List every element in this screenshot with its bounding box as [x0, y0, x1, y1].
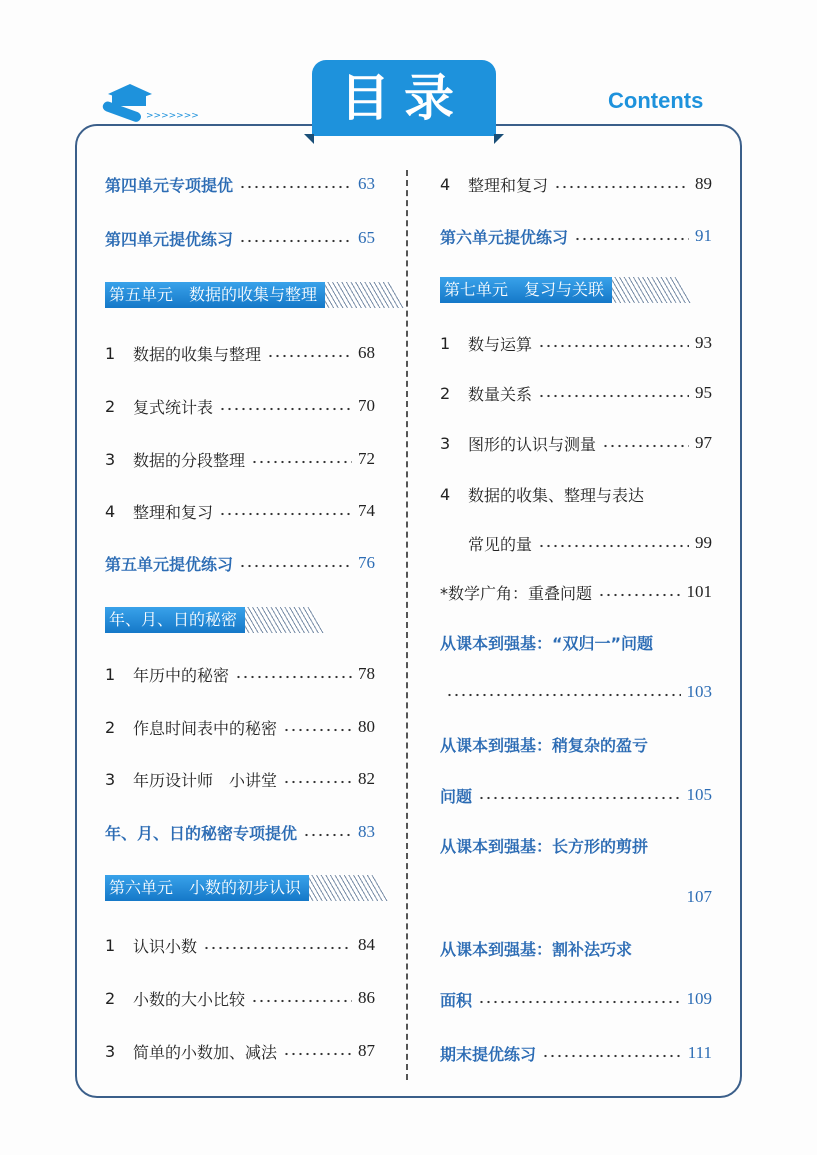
entry-title: 第六单元提优练习: [440, 227, 569, 247]
entry-page: 86: [358, 988, 375, 1007]
entry-title: 问题: [440, 786, 473, 806]
dot-leader: [478, 796, 680, 800]
entry-page: 91: [695, 226, 712, 245]
dot-leader: [478, 1000, 680, 1004]
dot-leader: [239, 185, 352, 189]
dot-leader: [283, 1052, 352, 1056]
entry-number: 1: [440, 333, 451, 353]
banner-hatch: [612, 277, 692, 303]
page-title: 目录: [312, 60, 496, 136]
toc-entry[interactable]: [105, 715, 375, 739]
entry-title: 整理和复习: [468, 175, 549, 195]
entry-page: 87: [358, 1041, 375, 1060]
toc-entry[interactable]: [440, 381, 712, 405]
entry-page: 63: [358, 174, 375, 193]
section-title: 第五单元 数据的收集与整理: [105, 282, 325, 308]
entry-title: 常见的量: [468, 534, 533, 554]
dot-leader: [446, 693, 681, 697]
entry-number: 3: [105, 769, 116, 789]
entry-title: 第四单元提优练习: [105, 229, 234, 249]
toc-entry[interactable]: [440, 936, 712, 960]
entry-page: 83: [358, 822, 375, 841]
section-banner: [105, 282, 405, 308]
entry-page: 99: [695, 533, 712, 552]
entry-title: 数据的分段整理: [133, 450, 246, 470]
entry-number: 1: [105, 664, 116, 684]
entry-number: 4: [105, 501, 116, 521]
section-title: 第七单元 复习与关联: [440, 277, 612, 303]
entry-page: 78: [358, 664, 375, 683]
entry-page: 76: [358, 553, 375, 572]
toc-entry[interactable]: [440, 531, 712, 555]
banner-hatch: [325, 282, 405, 308]
toc-entry[interactable]: [440, 987, 712, 1011]
entry-title: 作息时间表中的秘密: [133, 718, 278, 738]
toc-entry[interactable]: [105, 767, 375, 791]
entry-title: 图形的认识与测量: [468, 434, 597, 454]
dot-leader: [235, 675, 352, 679]
column-divider: [406, 170, 408, 1080]
entry-title: 第五单元提优练习: [105, 554, 234, 574]
toc-entry[interactable]: [440, 331, 712, 355]
toc-entry[interactable]: [105, 986, 375, 1010]
entry-title: 数与运算: [468, 334, 533, 354]
entry-title: 整理和复习: [133, 502, 214, 522]
toc-entry[interactable]: [440, 580, 712, 604]
entry-page: 80: [358, 717, 375, 736]
svg-text:>>>>>>>: >>>>>>>: [146, 111, 199, 121]
dot-leader: [283, 780, 352, 784]
banner-hatch: [245, 607, 325, 633]
entry-number: 4: [440, 484, 451, 504]
toc-entry[interactable]: [105, 499, 375, 523]
entry-number: 1: [105, 935, 116, 955]
section-title: 年、月、日的秘密: [105, 607, 245, 633]
dot-leader: [251, 999, 352, 1003]
toc-entry[interactable]: [440, 482, 712, 506]
entry-page: 65: [358, 228, 375, 247]
entry-title: 第四单元专项提优: [105, 175, 234, 195]
entry-title: *数学广角：重叠问题: [440, 583, 593, 603]
dot-leader: [574, 237, 689, 241]
entry-number: 4: [440, 174, 451, 194]
dot-leader: [538, 394, 689, 398]
entry-title: 数据的收集、整理与表达: [468, 485, 645, 505]
section-banner: [105, 607, 325, 633]
entry-title: 数据的收集与整理: [133, 344, 262, 364]
dot-leader: [554, 185, 689, 189]
entry-page: 111: [687, 1043, 712, 1062]
entry-title: 年历中的秘密: [133, 665, 230, 685]
entry-page: 93: [695, 333, 712, 352]
entry-title: 年、月、日的秘密专项提优: [105, 823, 298, 843]
toc-entry[interactable]: [105, 341, 375, 365]
dot-leader: [538, 344, 689, 348]
entry-number: 3: [105, 1041, 116, 1061]
entry-page: 82: [358, 769, 375, 788]
toc-entry[interactable]: [440, 885, 712, 909]
entry-page: 72: [358, 449, 375, 468]
banner-hatch: [309, 875, 389, 901]
entry-title: 从课本到强基：稍复杂的盈亏: [440, 735, 649, 755]
section-banner: [440, 277, 692, 303]
toc-entry[interactable]: [440, 833, 712, 857]
entry-title: 数量关系: [468, 384, 533, 404]
toc-entry[interactable]: [440, 1041, 712, 1065]
entry-page: 89: [695, 174, 712, 193]
toc-entry[interactable]: [440, 732, 712, 756]
entry-number: 3: [440, 433, 451, 453]
dot-leader: [251, 460, 352, 464]
toc-entry[interactable]: [105, 820, 375, 844]
dot-leader: [283, 728, 352, 732]
dot-leader: [303, 833, 352, 837]
toc-entry[interactable]: [105, 394, 375, 418]
toc-entry[interactable]: [440, 224, 712, 248]
entry-title: 认识小数: [133, 936, 198, 956]
entry-page: 107: [686, 887, 712, 906]
entry-title: 简单的小数加、减法: [133, 1042, 278, 1062]
toc-entry[interactable]: [105, 933, 375, 957]
toc-entry[interactable]: [105, 172, 375, 196]
dot-leader: [538, 544, 689, 548]
entry-title: 从课本到强基：“双归一”问题: [440, 633, 654, 653]
entry-number: 2: [105, 988, 116, 1008]
graduation-cap-icon: [100, 74, 199, 124]
entry-number: 1: [105, 343, 116, 363]
toc-entry[interactable]: [440, 172, 712, 196]
entry-title: 面积: [440, 990, 473, 1010]
section-banner: [105, 875, 389, 901]
dot-leader: [239, 564, 352, 568]
toc-entry[interactable]: [105, 447, 375, 471]
entry-page: 97: [695, 433, 712, 452]
entry-page: 84: [358, 935, 375, 954]
entry-number: 2: [105, 717, 116, 737]
dot-leader: [239, 239, 352, 243]
dot-leader: [219, 512, 352, 516]
entry-page: 109: [686, 989, 712, 1008]
entry-page: 103: [686, 682, 712, 701]
dot-leader: [602, 444, 689, 448]
dot-leader: [598, 593, 680, 597]
entry-title: 小数的大小比较: [133, 989, 246, 1009]
dot-leader: [203, 946, 352, 950]
toc-entry[interactable]: [440, 783, 712, 807]
entry-title: 从课本到强基：割补法巧求: [440, 939, 633, 959]
entry-page: 74: [358, 501, 375, 520]
toc-entry[interactable]: [105, 226, 375, 250]
entry-page: 68: [358, 343, 375, 362]
entry-title: 复式统计表: [133, 397, 214, 417]
entry-number: 2: [440, 383, 451, 403]
entry-page: 101: [686, 582, 712, 601]
entry-number: 3: [105, 449, 116, 469]
entry-title: 从课本到强基：长方形的剪拼: [440, 836, 649, 856]
section-title: 第六单元 小数的初步认识: [105, 875, 309, 901]
toc-entry[interactable]: [440, 431, 712, 455]
toc-entry[interactable]: [105, 662, 375, 686]
entry-page: 70: [358, 396, 375, 415]
dot-leader: [219, 407, 352, 411]
toc-entry[interactable]: [105, 1039, 375, 1063]
dot-leader: [542, 1054, 682, 1058]
entry-page: 105: [686, 785, 712, 804]
toc-entry[interactable]: [105, 551, 375, 575]
entry-page: 95: [695, 383, 712, 402]
entry-title: 年历设计师 小讲堂: [133, 770, 278, 790]
toc-entry[interactable]: [440, 680, 712, 704]
page-subtitle: Contents: [608, 88, 704, 113]
entry-title: 期末提优练习: [440, 1044, 537, 1064]
dot-leader: [267, 354, 352, 358]
toc-entry[interactable]: [440, 630, 712, 654]
entry-number: 2: [105, 396, 116, 416]
